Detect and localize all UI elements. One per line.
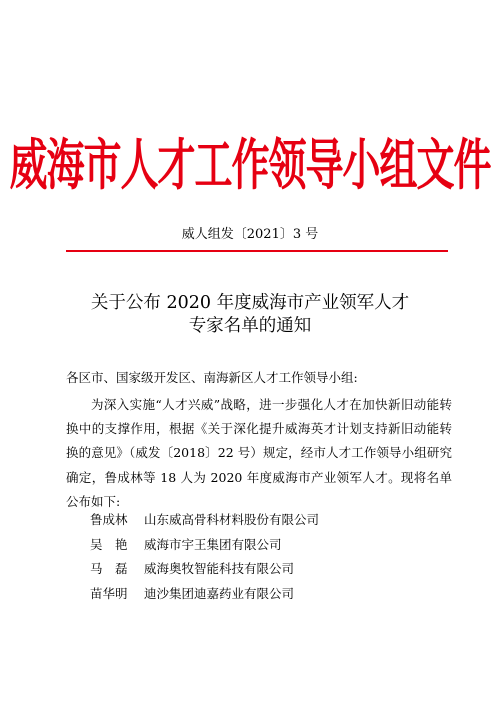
list-item	[90, 557, 470, 582]
list-item-name: 苗华明	[90, 585, 128, 601]
document-number: 威人组发〔2021〕3 号	[181, 227, 319, 242]
salutation: 各区市、国家级开发区、南海新区人才工作领导小组:	[66, 370, 358, 385]
list-item-name: 马 磊	[90, 561, 128, 576]
notice-title-line-1: 关于公布 2020 年度威海市产业领军人才	[90, 293, 410, 313]
talent-list	[90, 508, 470, 606]
body-paragraph: 为深入实施“人才兴威”战略，进一步强化人才在加快新旧动能转换中的支撑作用，根据《关于深化提升威海英才计划支持新旧动能转换的意见》（威发〔2018〕22 号）规定，经市人才工作领导小组研究确定，鲁成林等 18 人为 2020 年度威海市产业领军人才。现将名单公布如下:	[66, 397, 452, 509]
red-separator-line	[66, 250, 448, 252]
list-item-company: 迪沙集团迪嘉药业有限公司	[144, 585, 295, 601]
list-item-company: 山东威高骨科材料股份有限公司	[144, 512, 320, 527]
list-item-name: 吴 艳	[90, 536, 128, 552]
notice-title-line-2: 专家名单的通知	[188, 316, 312, 336]
list-item-name: 鲁成林	[90, 512, 128, 527]
list-item-company: 威海奥牧智能科技有限公司	[144, 561, 295, 576]
list-item	[90, 533, 470, 558]
masthead-title: 威海市人才工作领导小组文件	[9, 131, 491, 197]
list-item	[90, 508, 470, 533]
notice-title	[0, 292, 500, 338]
list-item-company: 威海市宇王集团有限公司	[144, 536, 282, 552]
list-item	[90, 582, 470, 607]
